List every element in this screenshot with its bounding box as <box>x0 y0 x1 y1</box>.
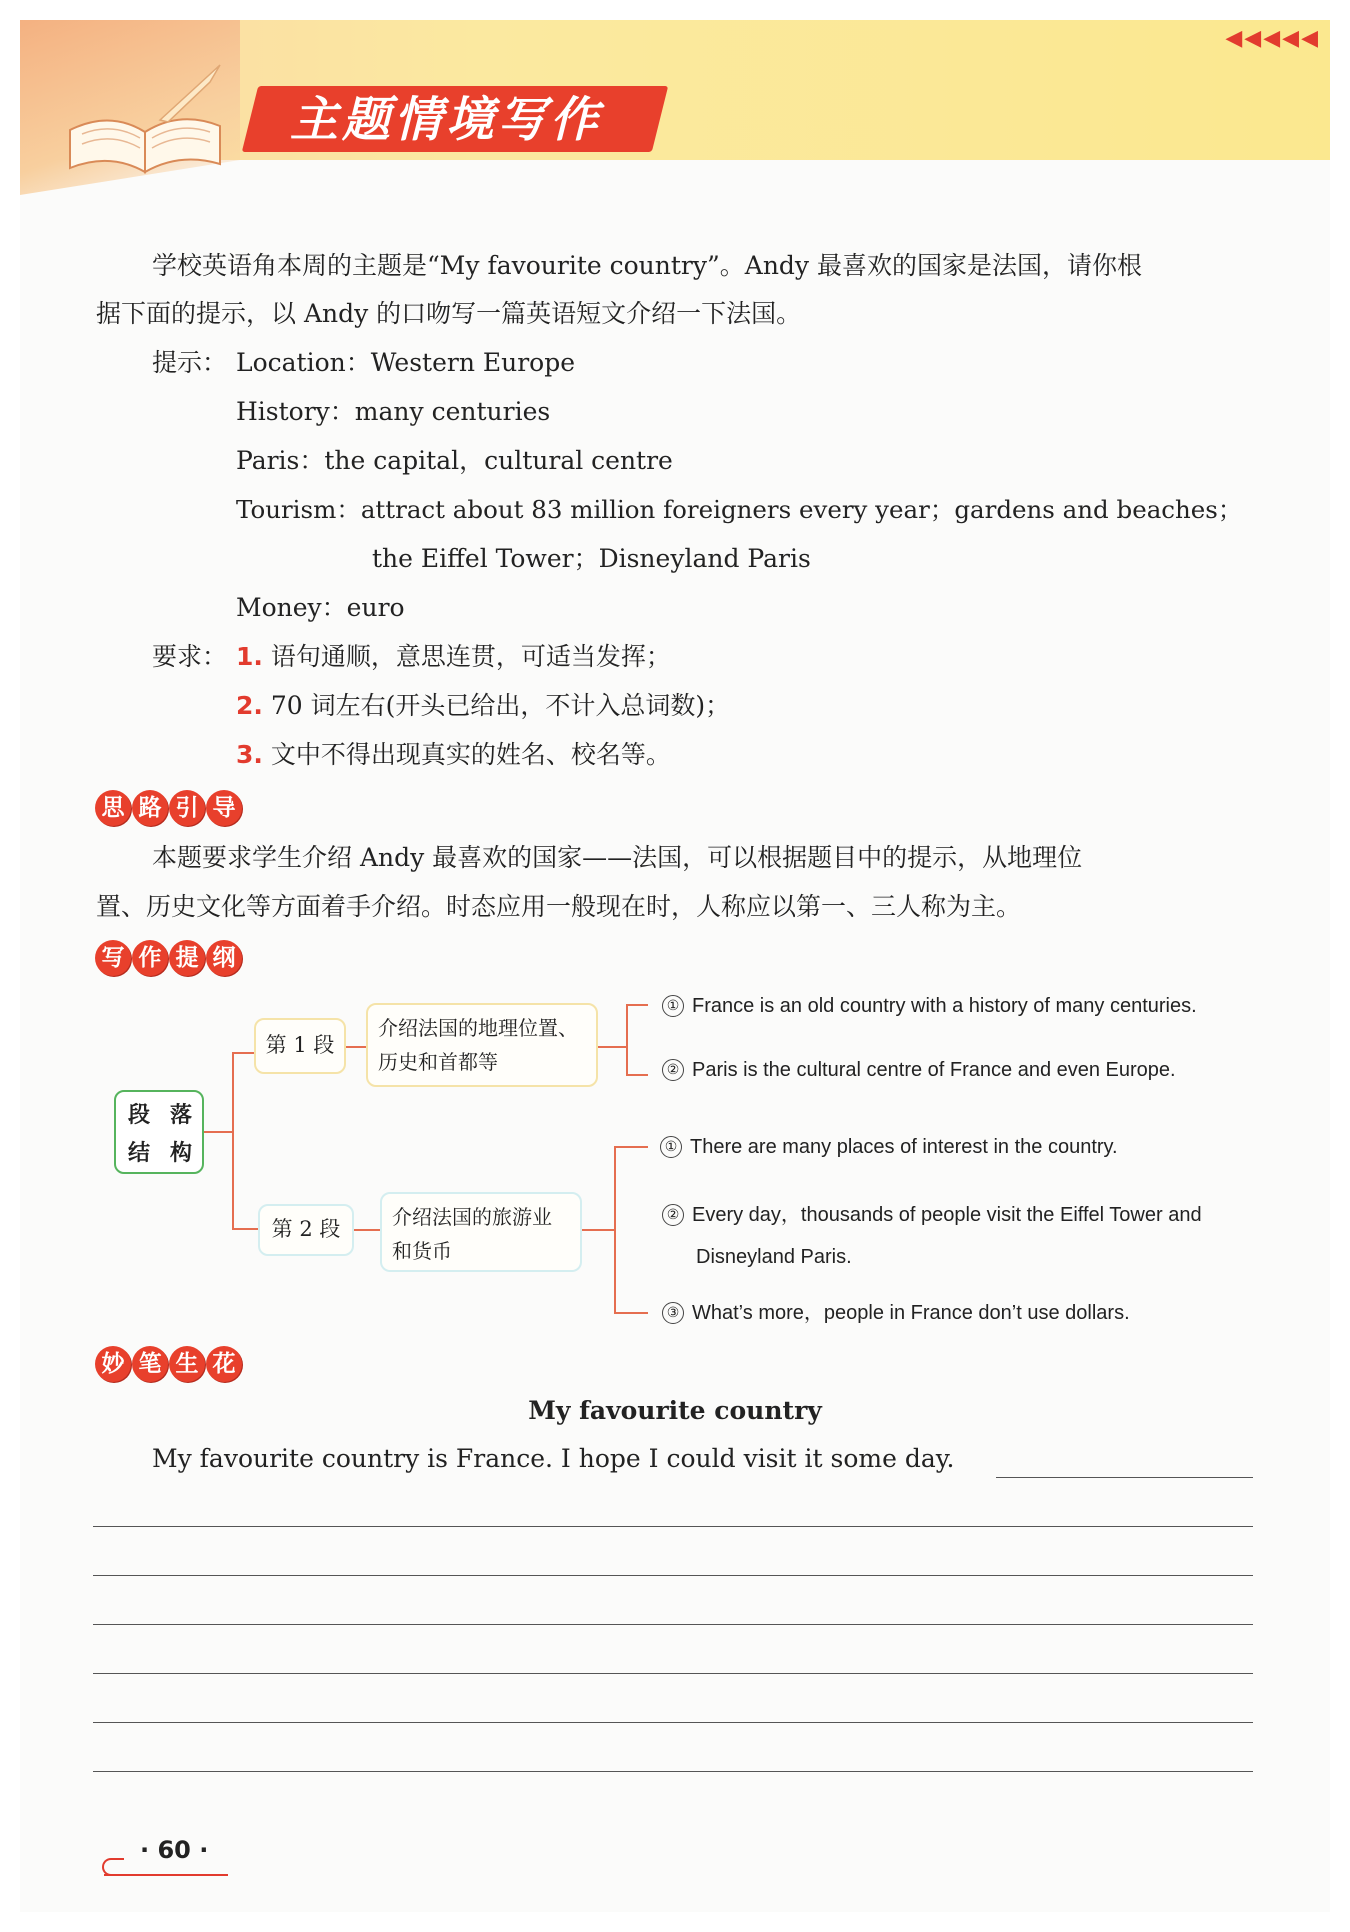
requirement-text: 文中不得出现真实的姓名、校名等。 <box>270 740 671 769</box>
point-marker: ② <box>662 1204 684 1226</box>
writing-line[interactable] <box>93 1771 1253 1772</box>
connector-line <box>614 1312 648 1314</box>
point-marker: ① <box>662 995 684 1017</box>
essay-title: My favourite country <box>528 1396 822 1425</box>
section-char: 写 <box>95 940 131 976</box>
connector-line <box>626 1074 648 1076</box>
page-title: 主题情境写作 <box>290 92 603 148</box>
connector-line <box>204 1131 234 1133</box>
section-char: 花 <box>206 1346 242 1382</box>
essay-opening: My favourite country is France. I hope I could visit it some day. <box>152 1444 955 1473</box>
point-text: There are many places of interest in the country. <box>690 1136 1118 1158</box>
description-line: 和货币 <box>392 1239 452 1263</box>
requirement-1 <box>236 642 671 672</box>
open-book-icon <box>60 60 230 185</box>
paragraph-2-point-2-cont: Disneyland Paris. <box>696 1246 852 1268</box>
point-marker: ② <box>662 1059 684 1081</box>
page-number <box>100 1836 230 1876</box>
hint-history: History：many centuries <box>236 397 551 426</box>
requirement-number: 1. <box>236 642 263 671</box>
connector-line <box>232 1052 234 1230</box>
page-number-text: · 60 · <box>140 1836 209 1864</box>
section-char: 笔 <box>132 1346 168 1382</box>
paragraph-1-point-2 <box>662 1055 1176 1085</box>
point-text: France is an old country with a history of many centuries. <box>692 995 1197 1017</box>
connector-line <box>582 1229 616 1231</box>
section-char: 引 <box>169 790 205 826</box>
requirement-label: 要求： <box>152 642 228 671</box>
section-char: 生 <box>169 1346 205 1382</box>
requirement-number: 3. <box>236 740 263 769</box>
connector-line <box>232 1228 258 1230</box>
section-char: 作 <box>132 940 168 976</box>
connector-line <box>354 1229 380 1231</box>
writing-line[interactable] <box>93 1673 1253 1674</box>
connector-line <box>232 1052 254 1054</box>
paragraph-2-point-1 <box>660 1132 1118 1162</box>
section-label-writing <box>95 1346 242 1384</box>
point-marker: ① <box>660 1136 682 1158</box>
structure-char: 段 <box>128 1103 151 1128</box>
hint-location: Location：Western Europe <box>236 348 576 377</box>
requirement-number: 2. <box>236 691 263 720</box>
paragraph-2-label: 第 2 段 <box>258 1204 354 1256</box>
section-char: 导 <box>206 790 242 826</box>
point-marker: ③ <box>662 1302 684 1324</box>
writing-line[interactable] <box>93 1722 1253 1723</box>
connector-line <box>626 1004 628 1076</box>
section-char: 思 <box>95 790 131 826</box>
writing-line[interactable] <box>996 1477 1253 1478</box>
arrows-decoration-icon: ◀◀◀◀◀ <box>1225 26 1320 51</box>
page-number-underline <box>104 1874 228 1876</box>
writing-line[interactable] <box>93 1526 1253 1527</box>
requirement-3 <box>236 740 671 770</box>
guide-line-1: 本题要求学生介绍 Andy 最喜欢的国家——法国，可以根据题目中的提示，从地理位 <box>152 843 1083 872</box>
connector-line <box>598 1046 626 1048</box>
paragraph-2-point-2 <box>662 1200 1202 1230</box>
connector-line <box>346 1046 366 1048</box>
description-line: 介绍法国的旅游业 <box>392 1205 552 1229</box>
paragraph-1-point-1 <box>662 991 1197 1021</box>
section-char: 妙 <box>95 1346 131 1382</box>
description-line: 历史和首都等 <box>378 1050 498 1074</box>
hint-label: 提示： <box>152 348 228 377</box>
writing-line[interactable] <box>93 1624 1253 1625</box>
hint-tourism: Tourism：attract about 83 million foreigners every year；gardens and beaches； <box>236 495 1243 524</box>
connector-line <box>614 1146 648 1148</box>
point-text: What’s more，people in France don’t use dollars. <box>692 1302 1130 1324</box>
point-text: Every day，thousands of people visit the Eiffel Tower and <box>692 1204 1202 1226</box>
connector-line <box>614 1146 616 1314</box>
structure-char: 构 <box>170 1141 193 1166</box>
section-char: 提 <box>169 940 205 976</box>
paragraph-1-label: 第 1 段 <box>254 1018 346 1074</box>
hint-tourism-cont: the Eiffel Tower；Disneyland Paris <box>372 544 811 573</box>
hint-paris: Paris：the capital，cultural centre <box>236 446 673 475</box>
connector-line <box>626 1004 648 1006</box>
requirement-text: 70 词左右(开头已给出，不计入总词数)； <box>270 691 731 720</box>
section-label-outline <box>95 940 242 978</box>
guide-line-2: 置、历史文化等方面着手介绍。时态应用一般现在时，人称应以第一、三人称为主。 <box>96 892 1022 921</box>
paragraph-1-description <box>366 1003 598 1087</box>
intro-line-2: 据下面的提示，以 Andy 的口吻写一篇英语短文介绍一下法国。 <box>96 299 802 328</box>
structure-char: 结 <box>128 1141 151 1166</box>
description-line: 介绍法国的地理位置、 <box>378 1016 578 1040</box>
requirement-2 <box>236 691 730 721</box>
paragraph-2-description <box>380 1192 582 1272</box>
structure-char: 落 <box>170 1103 193 1128</box>
paragraph-2-point-3 <box>662 1298 1130 1328</box>
point-text: Paris is the cultural centre of France and even Europe. <box>692 1059 1176 1081</box>
intro-line-1: 学校英语角本周的主题是“My favourite country”。Andy 最喜欢的国家是法国，请你根 <box>152 251 1143 280</box>
requirement-text: 语句通顺，意思连贯，可适当发挥； <box>270 642 671 671</box>
hint-money: Money：euro <box>236 593 405 622</box>
paragraph-structure-box <box>114 1090 204 1174</box>
section-label-guide <box>95 790 242 828</box>
writing-line[interactable] <box>93 1575 1253 1576</box>
section-char: 纲 <box>206 940 242 976</box>
section-char: 路 <box>132 790 168 826</box>
